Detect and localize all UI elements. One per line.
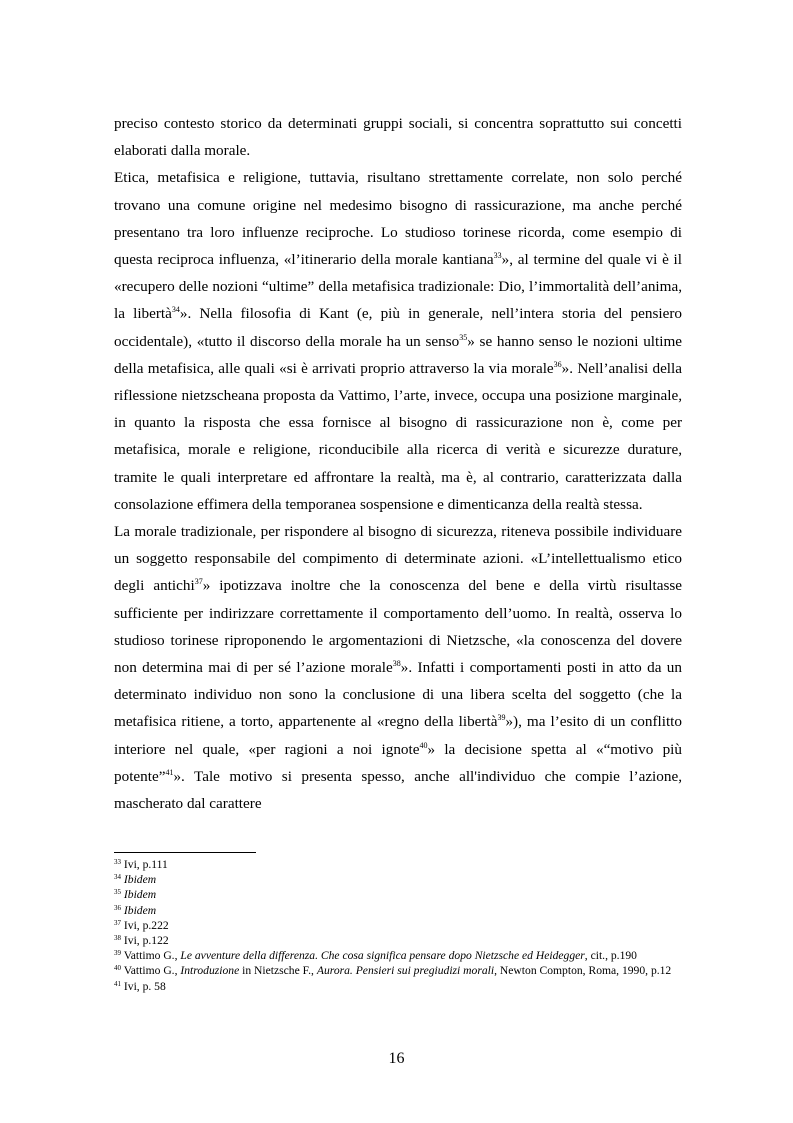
- footnote: $^{33}$ Ivi, p.111: [114, 858, 168, 871]
- paragraph-3: La morale tradizionale, per rispondere al bisogno di sicurezza, riteneva possibile individuare un soggetto responsabile del compimento di determinate azioni. «L’intellettualismo etico degli antichi$^{37}$» ipotizzava inoltre che la conoscenza del bene e della virtù risultasse sufficiente per indirizzare correttamente il comportamento dell’uomo. In realtà, osserva lo studioso torinese riproponendo le argomentazioni di Nietzsche, «la conoscenza del dovere non determina mai di per sé l’azione morale$^{38}$». Infatti i comportamenti posti in atto da un determinato individuo non sono la conclusione di una libera scelta del soggetto (che la metafisica ritiene, a torto, appartenente al «regno della libertà$^{39}$»), ma l’esito di un conflitto interiore nel quale, «per ragioni a noi ignote$^{40}$» la decisione spetta al «“motivo più potente”$^{41}$». Tale motivo si presenta spesso, anche all'individuo che compie l’azione, mascherato dal carattere: [114, 523, 683, 813]
- footnote: $^{40}$ Vattimo G., Introduzione in Nietzsche F., Aurora. Pensieri sui pregiudizi morali, Newton Compton, Roma, 1990, p.12: [114, 964, 672, 978]
- page-number: 16: [388, 1050, 405, 1067]
- footnote: $^{39}$ Vattimo G., Le avventure della differenza. Che cosa significa pensare dopo Nietzsche ed Heidegger, cit., p.190: [114, 949, 637, 963]
- footnote: $^{41}$ Ivi, p. 58: [114, 979, 166, 993]
- body-text: [114, 110, 682, 817]
- footnote: $^{34}$ Ibidem: [114, 873, 157, 887]
- footnote-ref-36: 36: [553, 359, 562, 369]
- footnote: $^{35}$ Ibidem: [114, 888, 157, 902]
- footnote: $^{37}$ Ivi, p.222: [114, 918, 169, 932]
- paragraph-2: Etica, metafisica e religione, tuttavia, risultano strettamente correlate, non solo perché trovano una comune origine nel medesimo bisogno di rassicurazione, ma anche perché presentano tra loro influenze reciproche. Lo studioso torinese ricorda, come esempio di questa reciproca influenza, «l’itinerario della morale kantiana$^{33}$», al termine del quale vi è il «recupero delle nozioni “ultime” della metafisica tradizionale: Dio, l’immortalità dell’anima, la libertà$^{34}$». Nella filosofia di Kant (e, più in generale, nell’intera storia del pensiero occidentale), «tutto il discorso della morale ha un senso$^{35}$» se hanno senso le nozioni ultime della metafisica, alle quali «si è arrivati proprio attraverso la via morale$^{36}$». Nell’analisi della riflessione nietzscheana proposta da Vattimo, l’arte, invece, occupa una posizione marginale, in quanto la risposta che essa fornisce al bisogno di rassicurazione non è, come per metafisica, morale e religione, riconducibile alla ricerca di verità e sicurezze durature, tramite le quali interpretare ed affrontare la realtà, ma è, al contrario, caratterizzata dalla consolazione effimera della temporanea sospensione e dimenticanza della realtà stessa.: [114, 169, 682, 513]
- footnote-ref-33: 33: [493, 251, 502, 261]
- footnote-ref-41: 41: [165, 767, 174, 777]
- footnote-ref-38: 38: [392, 659, 401, 669]
- footnote: $^{36}$ Ibidem: [114, 903, 157, 917]
- footnote-separator: [114, 852, 256, 853]
- footnote-ref-40: 40: [419, 740, 428, 750]
- footnote-ref-37: 37: [194, 577, 203, 587]
- footnote-ref-35: 35: [459, 332, 468, 342]
- paragraph-1: preciso contesto storico da determinati gruppi sociali, si concentra soprattutto sui concetti elaborati dalla morale.: [114, 115, 682, 160]
- footnote: $^{38}$ Ivi, p.122: [114, 934, 169, 948]
- footnote-ref-39: 39: [497, 713, 506, 723]
- footnotes: [114, 857, 682, 994]
- footnote-ref-34: 34: [171, 305, 180, 315]
